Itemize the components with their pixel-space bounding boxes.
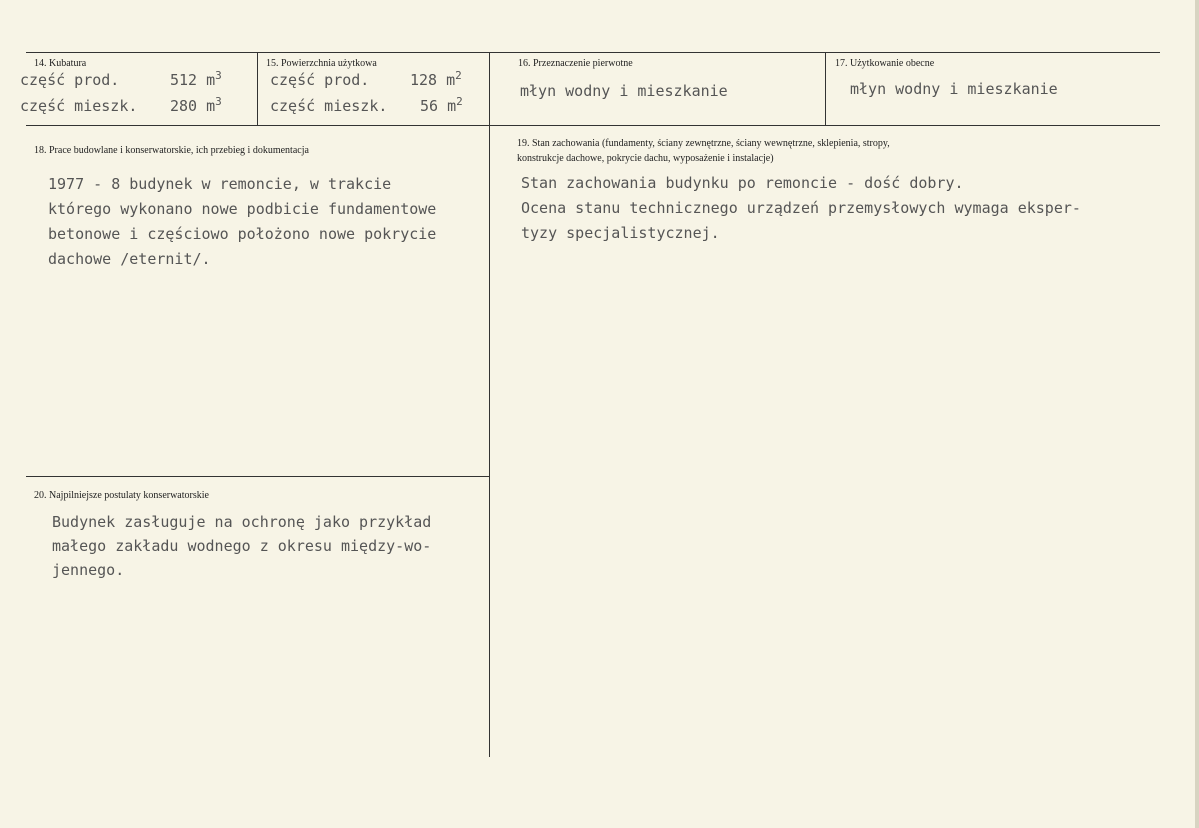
column-divider-2 xyxy=(489,52,490,757)
field14-row-prod-value: 512 xyxy=(170,71,198,89)
field18-line-4: dachowe /eternit/. xyxy=(48,250,211,268)
field19-label-line-2: konstrukcje dachowe, pokrycie dachu, wyposażenie i instalacje) xyxy=(517,153,774,164)
field15-row-mieszk xyxy=(270,88,463,120)
section-divider-rule xyxy=(26,476,489,477)
field15-row-prod-unit: m xyxy=(446,71,456,89)
field20-line-1: Budynek zasługuje na ochronę jako przykład xyxy=(52,513,432,531)
field18-label: 18. Prace budowlane i konserwatorskie, ich przebieg i dokumentacja xyxy=(34,145,309,156)
field18-line-2: którego wykonano nowe podbicie fundamentowe xyxy=(48,200,437,218)
field14-row-mieszk-unit: m xyxy=(206,97,216,115)
field14-row-mieszk-value: 280 xyxy=(170,97,198,115)
field14-row-mieszk xyxy=(20,88,222,120)
field15-row-prod-value: 128 xyxy=(410,71,438,89)
field15-row-mieszk-name: część mieszk. xyxy=(270,97,388,115)
field16-value: młyn wodny i mieszkanie xyxy=(520,82,728,100)
column-divider-1 xyxy=(257,52,258,125)
field14-row-prod-exp: 3 xyxy=(215,69,222,82)
field14-row-prod-unit: m xyxy=(206,71,216,89)
field17-value: młyn wodny i mieszkanie xyxy=(850,80,1058,98)
field15-label: 15. Powierzchnia użytkowa xyxy=(266,58,377,69)
field19-label-line-1: 19. Stan zachowania (fundamenty, ściany zewnętrzne, ściany wewnętrzne, sklepienia, stropy, xyxy=(517,138,890,149)
field17-label: 17. Użytkowanie obecne xyxy=(835,58,935,69)
field19-line-3: tyzy specjalistycznej. xyxy=(521,224,720,242)
field15-row-mieszk-exp: 2 xyxy=(456,95,463,108)
header-bottom-rule xyxy=(26,125,1160,126)
field19-line-2: Ocena stanu technicznego urządzeń przemysłowych wymaga eksper- xyxy=(521,199,1081,217)
field15-row-prod-name: część prod. xyxy=(270,71,370,89)
field16-label: 16. Przeznaczenie pierwotne xyxy=(518,58,633,69)
field14-row-mieszk-name: część mieszk. xyxy=(20,97,138,115)
field20-label: 20. Najpilniejsze postulaty konserwatorskie xyxy=(34,490,209,501)
field14-row-mieszk-exp: 3 xyxy=(215,95,222,108)
field20-line-2: małego zakładu wodnego z okresu między-wo- xyxy=(52,537,432,555)
field15-row-mieszk-value: 56 xyxy=(420,97,439,115)
field18-line-3: betonowe i częściowo położono nowe pokrycie xyxy=(48,225,437,243)
field20-line-3: jennego. xyxy=(52,561,125,579)
field19-line-1: Stan zachowania budynku po remoncie - dość dobry. xyxy=(521,174,964,192)
field14-row-prod-name: część prod. xyxy=(20,71,120,89)
top-rule xyxy=(26,52,1160,53)
field15-row-prod-exp: 2 xyxy=(455,69,462,82)
field15-row-mieszk-unit: m xyxy=(447,97,457,115)
field14-label: 14. Kubatura xyxy=(34,58,87,69)
card-edge-shadow xyxy=(1195,0,1199,828)
field18-line-1: 1977 - 8 budynek w remoncie, w trakcie xyxy=(48,175,392,193)
column-divider-3 xyxy=(825,52,826,125)
